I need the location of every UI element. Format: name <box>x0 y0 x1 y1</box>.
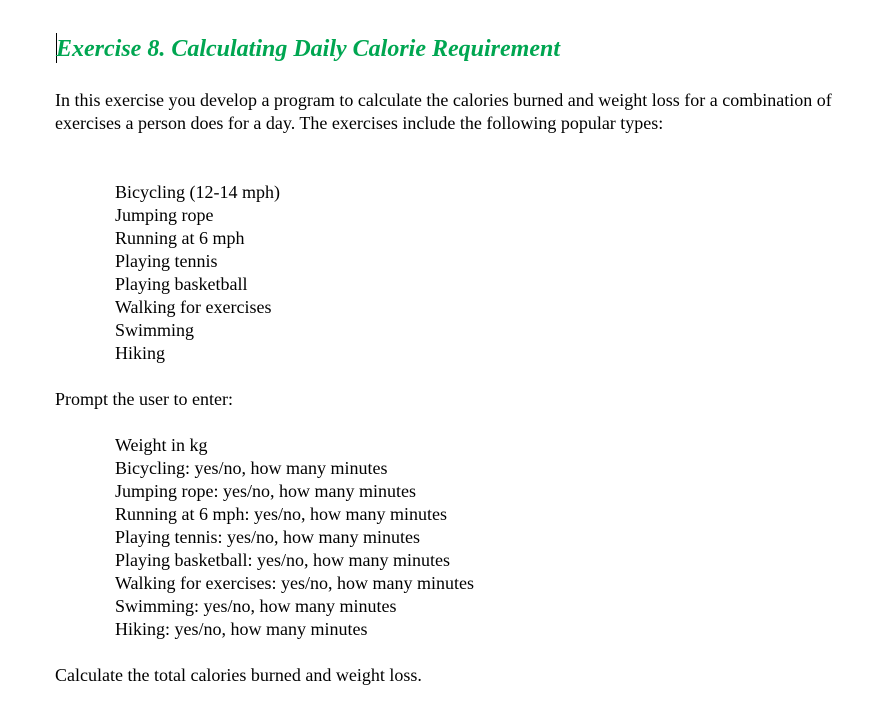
list-item: Playing tennis <box>115 251 218 271</box>
list-item: Swimming: yes/no, how many minutes <box>115 596 397 616</box>
intro-paragraph: In this exercise you develop a program to calculate the calories burned and weight loss for a combination of exercises a person does for a day. The exercises include the following popular types: <box>55 90 832 133</box>
prompt-list <box>115 434 474 641</box>
list-item: Jumping rope <box>115 205 214 225</box>
closing-paragraph: Calculate the total calories burned and weight loss. <box>55 665 422 685</box>
list-item: Hiking: yes/no, how many minutes <box>115 619 368 639</box>
exercise-list <box>115 181 280 365</box>
prompt-paragraph: Prompt the user to enter: <box>55 389 233 409</box>
list-item: Walking for exercises <box>115 297 272 317</box>
list-item: Running at 6 mph: yes/no, how many minutes <box>115 504 447 524</box>
list-item: Playing basketball <box>115 274 248 294</box>
list-item: Playing tennis: yes/no, how many minutes <box>115 527 420 547</box>
list-item: Bicycling (12-14 mph) <box>115 182 280 202</box>
list-item: Weight in kg <box>115 435 208 455</box>
list-item: Playing basketball: yes/no, how many minutes <box>115 550 450 570</box>
list-item: Running at 6 mph <box>115 228 245 248</box>
list-item: Walking for exercises: yes/no, how many minutes <box>115 573 474 593</box>
list-item: Jumping rope: yes/no, how many minutes <box>115 481 416 501</box>
list-item: Hiking <box>115 343 166 363</box>
list-item: Bicycling: yes/no, how many minutes <box>115 458 388 478</box>
list-item: Swimming <box>115 320 195 340</box>
exercise-title: Exercise 8. Calculating Daily Calorie Requirement <box>56 36 560 62</box>
